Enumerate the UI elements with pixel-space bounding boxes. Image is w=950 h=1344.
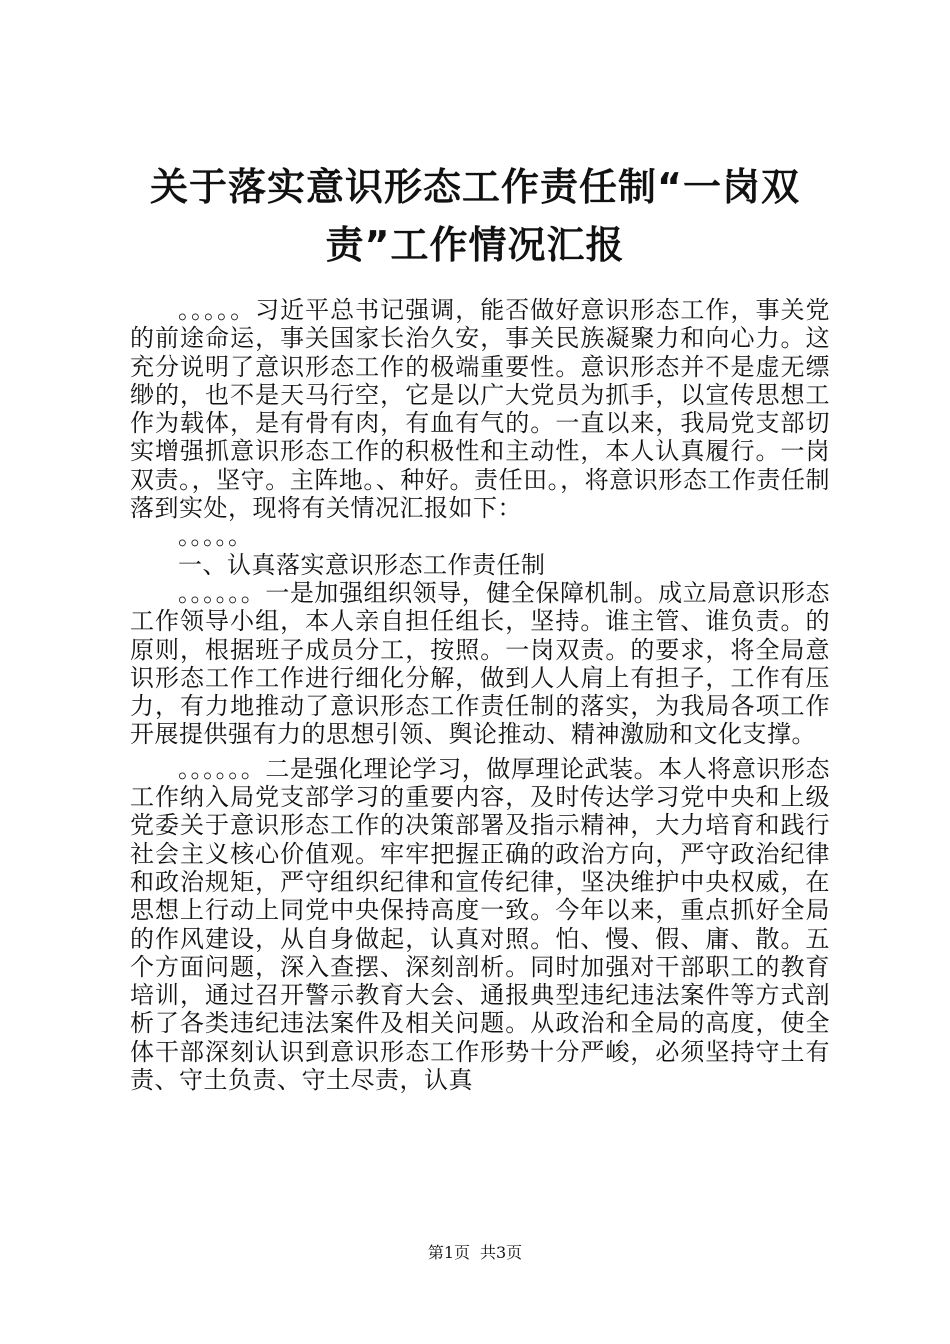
document-title: 关于落实意识形态工作责任制“一岗双责”工作情况汇报: [150, 165, 800, 267]
document-body: [130, 296, 830, 1094]
paragraph-organization: 。。。。。。一是加强组织领导，健全保障机制。成立局意识形态工作领导小组，本人亲自担任组长，坚持。谁主管、谁负责。的原则，根据班子成员分工，按照。一岗双责。的要求，将全局意识形态工作工作进行细化分解，做到人人肩上有担子，工作有压力，有力地推动了意识形态工作责任制的落实，为我局各项工作开展提供强有力的思想引领、舆论推动、精神激励和文化支撑。: [130, 578, 830, 749]
section-heading-1: 一、认真落实意识形态工作责任制: [178, 550, 546, 579]
page-total: 共3页: [480, 1243, 523, 1262]
page-footer: [0, 1243, 950, 1263]
paragraph-theory-study: 。。。。。。二是强化理论学习，做厚理论武装。本人将意识形态工作纳入局党支部学习的重要内容，及时传达学习党中央和上级党委关于意识形态工作的决策部署及指示精神，大力培育和践行社会主义核心价值观。牢牢把握正确的政治方向，严守政治纪律和政治规矩，严守组织纪律和宣传纪律，坚决维护中央权威，在思想上行动上同党中央保持高度一致。今年以来，重点抓好全局的作风建设，从自身做起，认真对照。怕、慢、假、庸、散。五个方面问题，深入查摆、深刻剖析。同时加强对干部职工的教育培训，通过召开警示教育大会、通报典型违纪违法案件等方式剖析了各类违纪违法案件及相关问题。从政治和全局的高度，使全体干部深刻认识到意识形态工作形势十分严峻，必须坚持守土有责、守土负责、守土尽责，认真: [130, 754, 830, 1095]
paragraph-dots: 。。。。。: [178, 522, 253, 551]
page-number: 第1页: [427, 1243, 470, 1262]
paragraph-intro: 。。。。。习近平总书记强调，能否做好意识形态工作，事关党的前途命运，事关国家长治久安，事关民族凝聚力和向心力。这充分说明了意识形态工作的极端重要性。意识形态并不是虚无缥缈的，也不是天马行空，它是以广大党员为抓手，以宣传思想工作为载体，是有骨有肉，有血有气的。一直以来，我局党支部切实增强抓意识形态工作的积极性和主动性，本人认真履行。一岗双责。，坚守。主阵地。、种好。责任田。，将意识形态工作责任制落到实处，现将有关情况汇报如下：: [130, 296, 830, 523]
